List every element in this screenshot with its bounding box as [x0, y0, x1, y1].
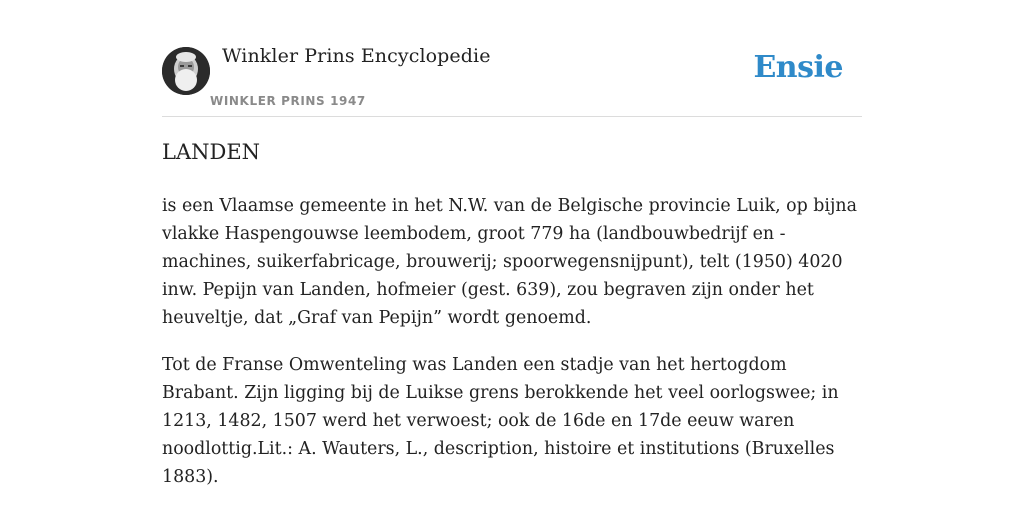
article-headword: LANDEN: [162, 140, 261, 164]
article-body: [162, 192, 862, 510]
article-paragraph: Tot de Franse Omwenteling was Landen een stadje van het hertogdom Brabant. Zijn ligging bij de Luikse grens berokkende het veel oorlogswee; in 1213, 1482, 1507 werd het verwoest; ook de 16de en 17de eeuw waren noodlottig.Lit.: A. Wauters, L., description, histoire et institutions (Bruxelles 1883).: [162, 355, 839, 487]
site-subtitle[interactable]: WINKLER PRINS 1947: [210, 94, 366, 108]
author-avatar-icon[interactable]: [162, 47, 210, 95]
article-paragraph: is een Vlaamse gemeente in het N.W. van de Belgische provincie Luik, op bijna vlakke Haspengouwse leembodem, groot 779 ha (landbouwbedrijf en -machines, suikerfabricage, brouwerij; spoorwegensnijpunt), telt (1950) 4020 inw. Pepijn van Landen, hofmeier (gest. 639), zou begraven zijn onder het heuveltje, dat „Graf van Pepijn” wordt genoemd.: [162, 196, 857, 328]
site-header: [162, 0, 862, 117]
site-title[interactable]: Winkler Prins Encyclopedie: [222, 45, 491, 67]
brand-logo-link[interactable]: Ensie: [753, 50, 843, 85]
page: [162, 0, 862, 487]
